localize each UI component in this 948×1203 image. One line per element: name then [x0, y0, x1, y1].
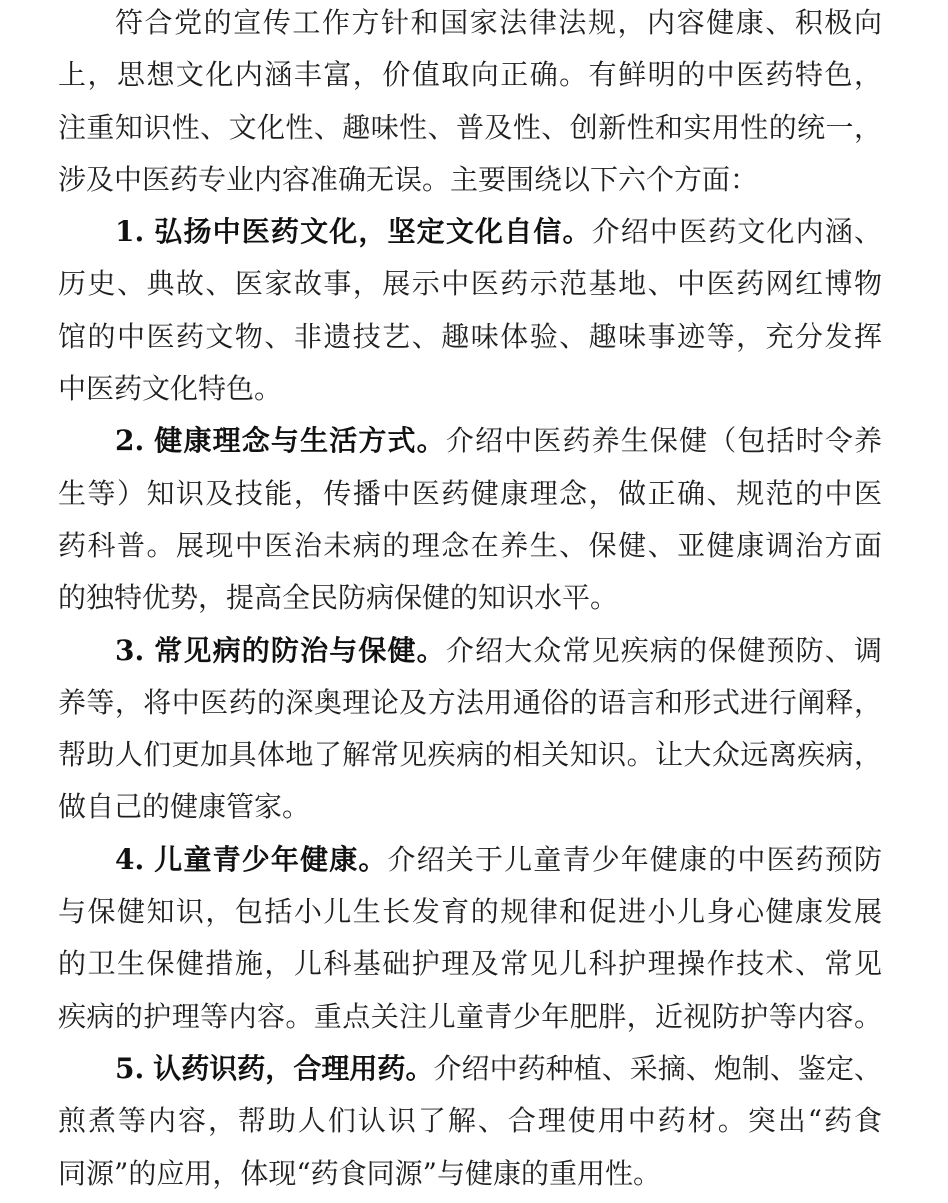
text-line: 中医药文化特色。: [58, 372, 283, 406]
item-4-text: 介绍关于儿童青少年健康的中医药预防: [387, 842, 882, 876]
item-5-heading: 认药识药，合理用药。: [153, 1051, 434, 1085]
item-3-text: 介绍大众常见疾病的保健预防、调: [445, 633, 882, 667]
text-line: 涉及中医药专业内容准确无误。主要围绕以下六个方面：: [58, 162, 759, 196]
document-page: [58, 0, 882, 1203]
text-line: 上，思想文化内涵丰富，价值取向正确。有鲜明的中医药特色，: [58, 58, 882, 92]
text-line: 帮助人们更加具体地了解常见疾病的相关知识。让大众远离疾病，: [58, 738, 882, 772]
text-line: 历史、典故、医家故事，展示中医药示范基地、中医药网红博物: [58, 267, 882, 301]
item-2-text: 介绍中医药养生保健（包括时令养: [445, 424, 882, 458]
item-4-paragraph: [58, 837, 882, 1046]
item-5-number: 5.: [115, 1051, 145, 1085]
item-4-first-line: [58, 837, 882, 889]
item-1-heading: 弘扬中医药文化，坚定文化自信。: [154, 215, 592, 249]
item-3-number: 3.: [115, 633, 145, 667]
item-4-heading: 儿童青少年健康。: [154, 842, 388, 876]
item-5-first-line: [58, 1046, 882, 1098]
text-line: 馆的中医药文物、非遗技艺、趣味体验、趣味事迹等，充分发挥: [58, 319, 882, 353]
text-line: 的独特优势，提高全民防病保健的知识水平。: [58, 581, 619, 615]
item-1-first-line: [58, 209, 882, 261]
text-line: 符合党的宣传工作方针和国家法律法规，内容健康、积极向: [115, 6, 882, 39]
text-line: 生等）知识及技能，传播中医药健康理念，做正确、规范的中医: [58, 476, 882, 510]
item-2-first-line: [58, 418, 882, 470]
text-line: 的卫生保健措施，儿科基础护理及常见儿科护理操作技术、常见: [58, 947, 882, 981]
text-line: 养等，将中医药的深奥理论及方法用通俗的语言和形式进行阐释，: [58, 685, 882, 719]
item-3-paragraph: [58, 628, 882, 837]
text-line: 药科普。展现中医治未病的理念在养生、保健、亚健康调治方面: [58, 528, 882, 562]
item-1-text: 介绍中医药文化内涵、: [591, 215, 882, 249]
item-2-heading: 健康理念与生活方式。: [154, 424, 446, 458]
item-5-paragraph: [58, 1046, 882, 1203]
item-3-heading: 常见病的防治与保健。: [154, 633, 446, 667]
item-3-first-line: [58, 628, 882, 680]
item-4-number: 4.: [115, 842, 145, 876]
item-1-number: 1.: [115, 215, 145, 249]
item-2-paragraph: [58, 418, 882, 627]
intro-paragraph: [58, 0, 882, 209]
item-1-paragraph: [58, 209, 882, 418]
item-2-number: 2.: [115, 424, 145, 458]
text-line: 疾病的护理等内容。重点关注儿童青少年肥胖，近视防护等内容。: [58, 999, 882, 1033]
text-line: 煎煮等内容，帮助人们认识了解、合理使用中药材。突出“药食: [58, 1104, 882, 1138]
item-5-text: 介绍中药种植、采摘、炮制、鉴定、: [433, 1051, 882, 1085]
text-line: 与保健知识，包括小儿生长发育的规律和促进小儿身心健康发展: [58, 895, 882, 929]
text-line: 做自己的健康管家。: [58, 790, 311, 824]
text-line: 同源”的应用，体现“药食同源”与健康的重用性。: [58, 1156, 661, 1190]
text-line: 注重知识性、文化性、趣味性、普及性、创新性和实用性的统一，: [58, 110, 882, 144]
